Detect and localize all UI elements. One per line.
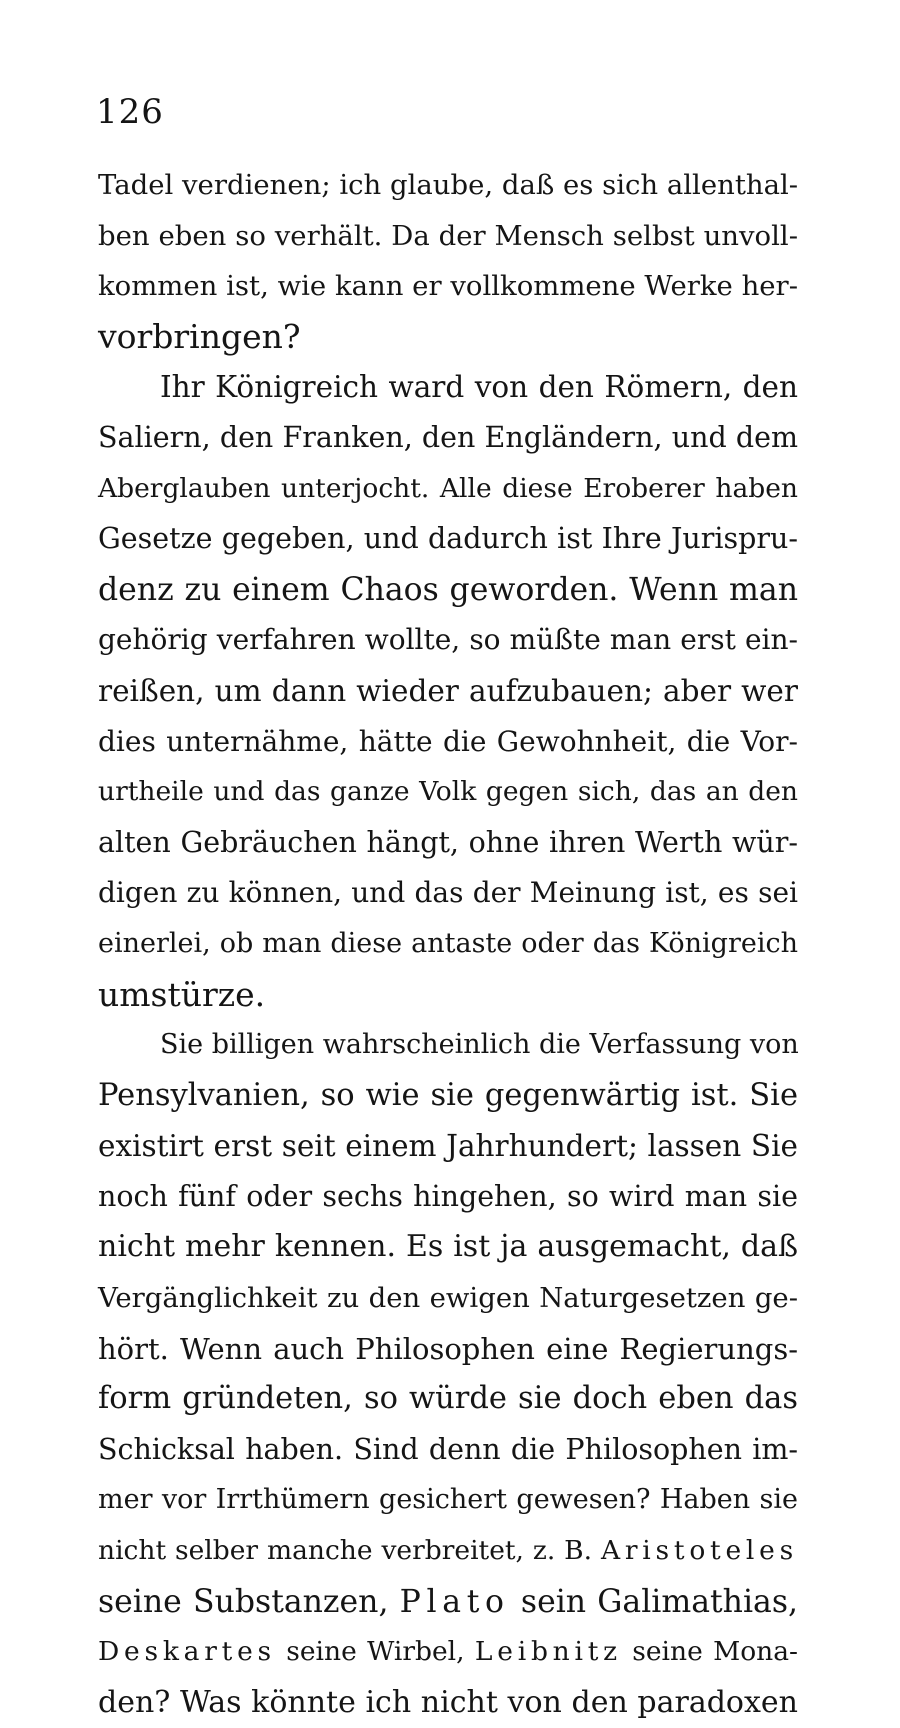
text-line: Vergänglichkeit zu den ewigen Naturgesetzen ge- <box>98 1282 798 1315</box>
spaced-name-leibnitz: Leibnitz <box>474 1636 622 1668</box>
text-line: noch fünf oder sechs hingehen, so wird man sie <box>98 1179 798 1213</box>
text-line: denz zu einem Chaos geworden. Wenn man <box>98 571 798 608</box>
text-line: ben eben so verhält. Da der Mensch selbst unvoll- <box>98 219 798 252</box>
text-line: nicht mehr kennen. Es ist ja ausgemacht, daß <box>98 1229 798 1265</box>
text-line: vorbringen? <box>98 316 301 356</box>
text-line: existirt erst seit einem Jahrhundert; lassen Sie <box>98 1129 798 1164</box>
text-line: dies unternähme, hätte die Gewohnheit, die Vor- <box>98 724 798 758</box>
text-line: Saliern, den Franken, den Engländern, und dem <box>98 420 798 454</box>
text-line: digen zu können, und das der Meinung ist, es sei <box>98 876 798 910</box>
spaced-name-deskartes: Deskartes <box>98 1636 276 1668</box>
text-segment: seine Mona- <box>621 1636 798 1668</box>
text-segment: seine Wirbel, <box>275 1636 475 1668</box>
text-line: Ihr Königreich ward von den Römern, den <box>160 370 798 405</box>
text-line: mer vor Irrthümern gesichert gewesen? Haben sie <box>98 1484 798 1516</box>
text-line: Tadel verdienen; ich glaube, daß es sich allenthal- <box>98 169 799 201</box>
text-line: Pensylvanien, so wie sie gegenwärtig ist. Sie <box>98 1077 798 1113</box>
spaced-name-plato: Plato <box>399 1583 510 1620</box>
text-line <box>98 1627 798 1678</box>
text-segment: sein Galimathias, <box>509 1583 798 1620</box>
text-line <box>98 1577 798 1628</box>
text-line: Schicksal haben. Sind denn die Philosophen im- <box>98 1432 798 1466</box>
page-number: 126 <box>96 92 164 132</box>
text-line <box>98 1526 798 1577</box>
body-text <box>98 160 798 1728</box>
text-line: kommen ist, wie kann er vollkommene Werke her- <box>98 270 798 303</box>
text-line: Aberglauben unterjocht. Alle diese Eroberer haben <box>98 472 798 504</box>
text-line: gehörig verfahren wollte, so müßte man erst ein- <box>98 623 798 657</box>
text-segment: nicht selber manche verbreitet, z. B. <box>98 1535 601 1567</box>
text-line: den? Was könnte ich nicht von den paradoxen <box>98 1684 798 1720</box>
text-line: alten Gebräuchen hängt, ohne ihren Werth wür- <box>98 825 798 859</box>
text-line: Gesetze gegeben, und dadurch ist Ihre Jurispru- <box>98 522 798 556</box>
text-line: reißen, um dann wieder aufzubauen; aber wer <box>98 673 798 708</box>
text-segment: seine Substanzen, <box>98 1583 400 1620</box>
text-line: umstürze. <box>98 974 266 1014</box>
text-line: einerlei, ob man diese antaste oder das Königreich <box>98 927 798 959</box>
text-line: form gründeten, so würde sie doch eben das <box>98 1381 798 1417</box>
spaced-name-aristoteles: Aristoteles <box>600 1535 798 1567</box>
text-line: urtheile und das ganze Volk gegen sich, das an den <box>98 776 798 808</box>
text-line: hört. Wenn auch Philosophen eine Regierungs- <box>98 1331 798 1366</box>
text-line: Sie billigen wahrscheinlich die Verfassung von <box>160 1029 799 1061</box>
